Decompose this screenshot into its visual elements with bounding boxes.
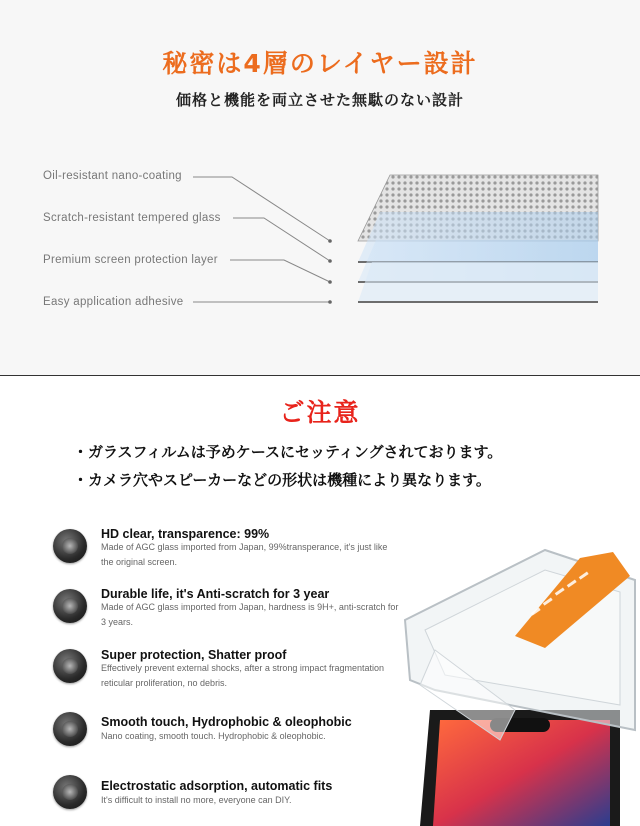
leader-dot-1 <box>328 239 332 243</box>
leader-line-2 <box>233 218 330 261</box>
feature-heading-1: HD clear, transparence: 99% <box>101 527 270 541</box>
leader-dot-3 <box>328 280 332 284</box>
subtitle: 価格と機能を両立させた無駄のない設計 <box>175 91 464 109</box>
electrostatic-icon <box>53 775 87 809</box>
notice-title: ご注意 <box>279 398 361 427</box>
leader-dot-4 <box>328 300 332 304</box>
main-title: 秘密は4層のレイヤー設計 <box>162 49 478 78</box>
layer-label-1: Oil-resistant nano-coating <box>43 170 182 182</box>
knife-scratch-icon <box>53 589 87 623</box>
feature-desc-3: Effectively prevent external shocks, after a strong impact fragmentation reticular proliferation, no debris. <box>101 663 384 688</box>
feature-desc-5: It's difficult to install no more, everyone can DIY. <box>101 795 292 805</box>
feature-desc-1: Made of AGC glass imported from Japan, 99%transperance, it's just like the original screen. <box>101 542 388 567</box>
layer-label-3: Premium screen protection layer <box>43 254 218 266</box>
leader-line-3 <box>230 260 330 282</box>
camera-lens-icon <box>53 529 87 563</box>
section-divider <box>0 375 640 376</box>
phone-screen <box>433 720 610 826</box>
feature-heading-2: Durable life, it's Anti-scratch for 3 year <box>101 587 330 601</box>
notice-item-2: ・カメラ穴やスピーカーなどの形状は機種により異なります。 <box>73 471 491 489</box>
notice-item-1: ・ガラスフィルムは予めケースにセッティングされております。 <box>73 443 503 461</box>
layer-label-2: Scratch-resistant tempered glass <box>43 212 221 224</box>
feature-desc-2: Made of AGC glass imported from Japan, hardness is 9H+, anti-scratch for 3 years. <box>101 602 399 627</box>
leader-dot-2 <box>328 259 332 263</box>
leader-lines <box>193 177 330 302</box>
shatter-icon <box>53 649 87 683</box>
feature-heading-5: Electrostatic adsorption, automatic fits <box>101 779 333 793</box>
layer-diagram <box>0 0 640 376</box>
smooth-touch-icon <box>53 712 87 746</box>
leader-line-1 <box>193 177 330 241</box>
layer-adhesive <box>358 262 598 302</box>
feature-heading-3: Super protection, Shatter proof <box>101 648 287 662</box>
feature-heading-4: Smooth touch, Hydrophobic & oleophobic <box>101 715 352 729</box>
phone-with-install-tray <box>395 540 640 826</box>
layer-label-4: Easy application adhesive <box>43 296 184 308</box>
feature-desc-4: Nano coating, smooth touch. Hydrophobic & oleophobic. <box>101 731 326 741</box>
